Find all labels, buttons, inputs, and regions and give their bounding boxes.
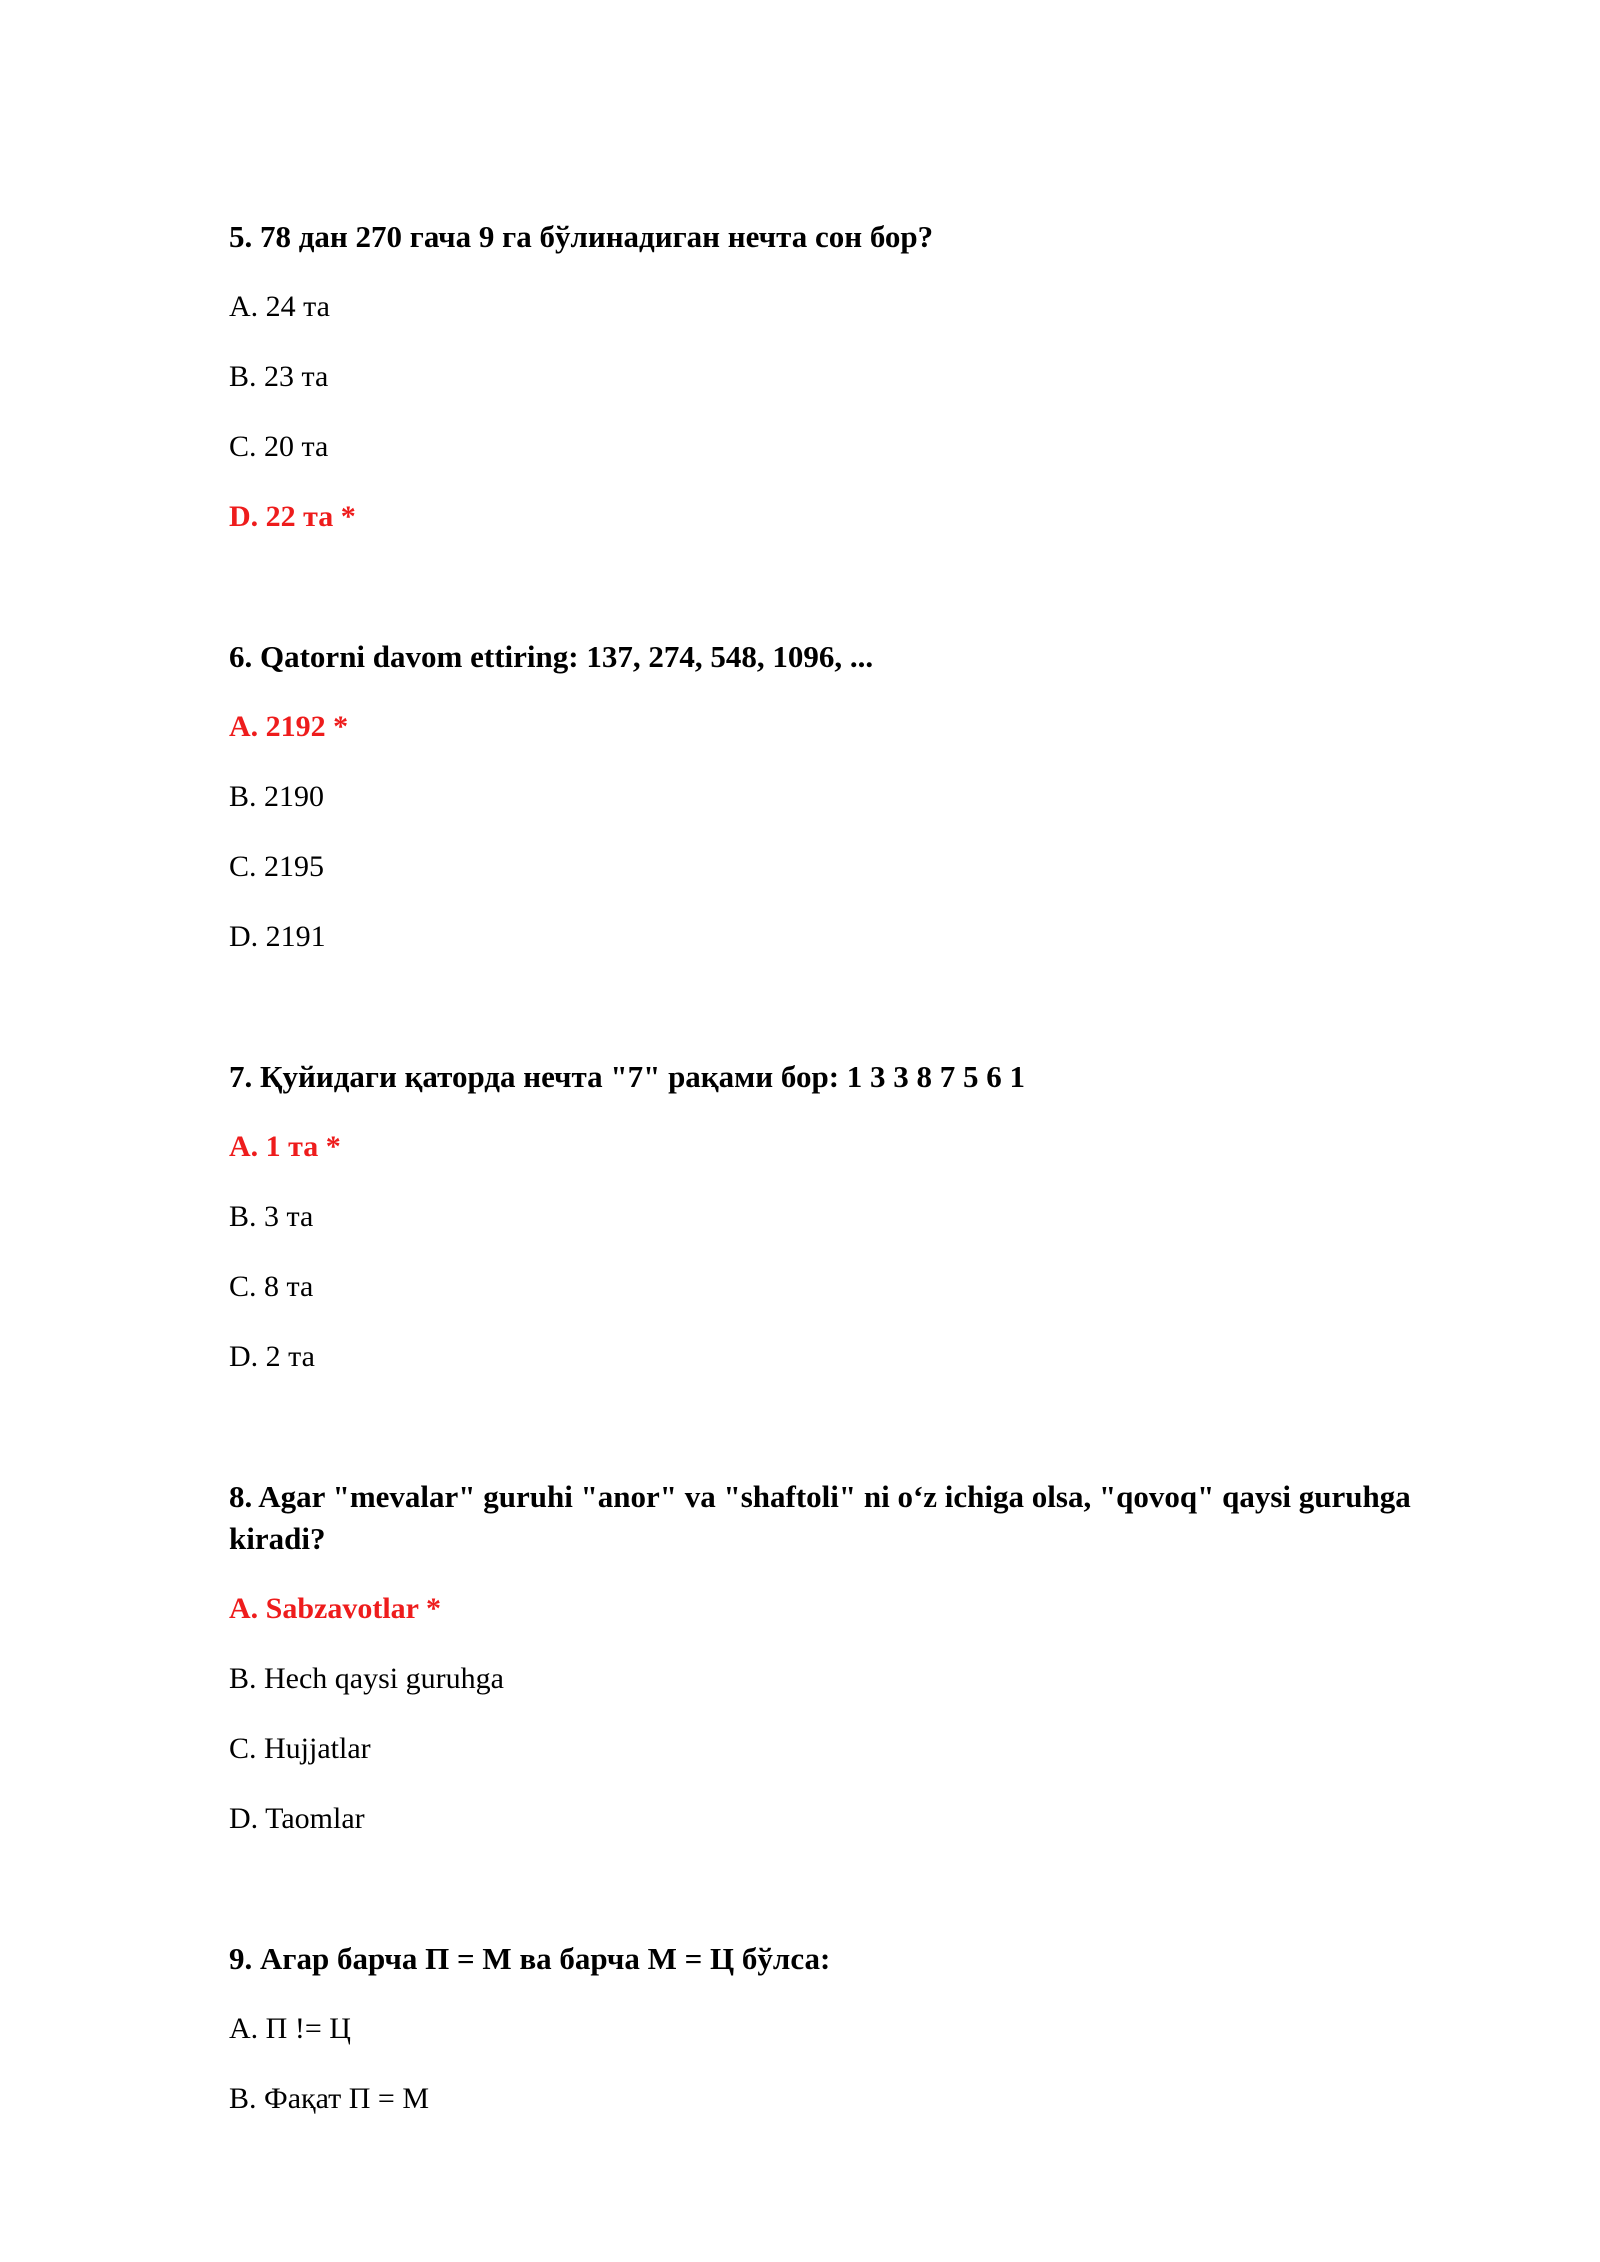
question-text: 7. Қуйидаги қаторда нечта "7" рақами бор: 1 3 3 8 7 5 6 1 <box>229 1059 1026 1094</box>
option-c: C. 8 та <box>229 1270 314 1303</box>
option-a: A. 2192 * <box>229 710 349 743</box>
question-7 <box>229 1056 1479 1378</box>
option-c: C. 2195 <box>229 850 325 883</box>
question-6 <box>229 636 1479 958</box>
question-text: 5. 78 дан 270 гача 9 га бўлинадиган нечта сон бор? <box>229 219 934 254</box>
question-5 <box>229 216 1479 538</box>
spacer <box>229 566 1479 636</box>
spacer <box>229 1868 1479 1938</box>
option-b: B. Hech qaysi guruhga <box>229 1662 504 1695</box>
question-text: 6. Qatorni davom ettiring: 137, 274, 548, 1096, ... <box>229 639 874 674</box>
option-d: D. 22 та * <box>229 500 356 533</box>
option-a: A. 24 та <box>229 290 330 323</box>
question-text: 8. Agar "mevalar" guruhi "anor" va "shaftoli" ni o‘z ichiga olsa, "qovoq" qaysi guruhga kiradi? <box>229 1479 1411 1556</box>
option-b: B. Фақат П = М <box>229 2082 430 2115</box>
option-d: D. 2191 <box>229 920 326 953</box>
quiz-page <box>229 216 1479 2148</box>
question-text: 9. Агар барча П = М ва барча М = Ц бўлса: <box>229 1941 831 1976</box>
spacer <box>229 986 1479 1056</box>
option-a: A. П != Ц <box>229 2012 351 2045</box>
spacer <box>229 1406 1479 1476</box>
question-9 <box>229 1938 1479 2120</box>
option-b: B. 23 та <box>229 360 329 393</box>
option-d: D. Taomlar <box>229 1802 365 1835</box>
option-c: C. Hujjatlar <box>229 1732 371 1765</box>
option-d: D. 2 та <box>229 1340 315 1373</box>
option-b: B. 3 та <box>229 1200 314 1233</box>
question-8 <box>229 1476 1479 1840</box>
option-a: A. 1 та * <box>229 1130 341 1163</box>
option-c: C. 20 та <box>229 430 329 463</box>
option-b: B. 2190 <box>229 780 325 813</box>
option-a: A. Sabzavotlar * <box>229 1592 441 1625</box>
